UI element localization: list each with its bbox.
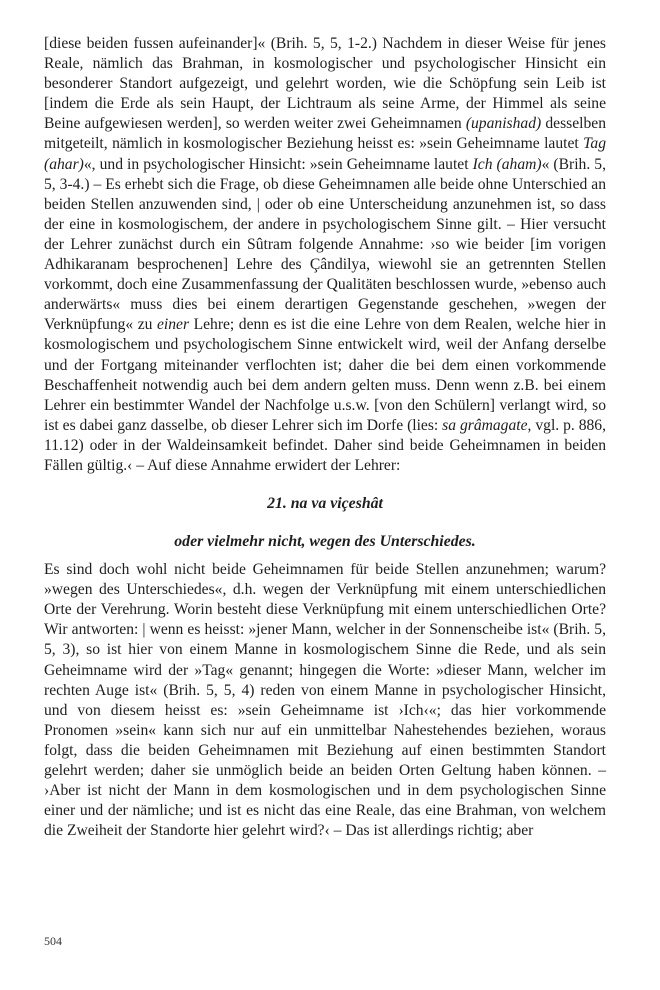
text-run: «, und in psychologischer Hinsicht: »sein Geheimname lautet — [83, 155, 473, 173]
paragraph-commentary-2 — [44, 560, 606, 841]
sutra-translation: oder vielmehr nicht, wegen des Unterschiedes. — [174, 533, 476, 551]
page-body — [44, 34, 606, 841]
paragraph-commentary-1 — [44, 34, 606, 476]
text-run: Es sind doch wohl nicht beide Geheimnamen für beide Stellen anzunehmen; warum? »wegen des Unterschiedes«, d.h. wegen der Verknüpfung mit einem unterschiedlichen Orte der Verehrung. Worin besteht diese Verknüpfung mit einem unterschiedlichen Orte? Wir antworten: | wenn es heisst: »jener Mann, welcher in der Sonnenscheibe ist« (Brih. 5, 5, 3), so ist hier von einem Manne in kosmologischem Sinne die Rede, und als sein Geheimname wird der »Tag« genannt; hingegen die Worte: »dieser Mann, welcher im rechten Auge ist« (Brih. 5, 5, 4) reden von einem Manne in psychologischer Hinsicht, und von diesem heisst es: »sein Geheimname ist ›Ich‹«; das hier vorkommende Pronomen »sein« kann sich nur auf ein unmittelbar Nahestehendes beziehen, woraus folgt, dass die beiden Geheimnamen mit Beziehung auf einen bestimmten Standort gelehrt werden; daher sie unmöglich beide an beiden Orten Geltung haben können. – ›Aber ist nicht der Mann in dem kosmologischen und in dem psychologischen Sinne einer und der nämliche; und ist es nicht das eine Reale, das eine Brahman, von welchem die Zweiheit der Standorte hier gelehrt wird?‹ – Das ist allerdings richtig; aber — [44, 561, 606, 840]
text-run: [diese beiden fussen aufeinander]« (Brih. 5, 5, 1-2.) Nachdem in dieser Weise für jenes Reale, nämlich das Brahman, in kosmologischer und psychologischer Hinsicht ein besonderer Standort aufgezeigt, und gelehrt worden, wie die Schöpfung sein Leib ist [indem die Erde als sein Haupt, der Lichtraum als seine Arme, der Himmel als seine Beine aufgewiesen werden], so werden weiter zwei Geheimnamen — [44, 35, 606, 133]
text-run: desselben mitgeteilt, nämlich in kosmologischer Beziehung heisst es: »sein Geheimname lautet — [44, 115, 606, 153]
sutra-heading: 21. na va viçeshât — [267, 495, 383, 513]
page-number: 504 — [44, 934, 62, 948]
text-run: « (Brih. 5, 5, 3-4.) – Es erhebt sich die Frage, ob diese Geheimnamen alle beide ohne Unterschied an beiden Stellen anzuwenden sind, | oder ob eine Unterscheidung anzunehmen ist, so dass der eine in kosmologischem, der andere in psychologischem Sinne gilt. – Hier versucht der Lehrer zunächst durch ein Sûtram folgende Annahme: ›so wie beider [im vorigen Adhikaranam besprochenen] Lehre des Çândilya, wiewohl sie an getrennten Stellen vorkommt, doch eine Zusammenfassung der Qualitäten beschlossen wurde, »ebenso auch anderwärts« muss dies bei einem derartigen Gegenstande geschehen, »wegen der Verknüpfung« zu — [44, 155, 606, 334]
italic-term: sa grâmagate — [442, 416, 528, 434]
text-run: , vgl. p. 886, 11.12) oder in der Waldeinsamkeit befindet. Daher sind beide Geheimnamen in beiden Fällen gültig.‹ – Auf diese Annahme erwidert der Lehrer: — [44, 416, 606, 474]
italic-term: einer — [157, 316, 190, 334]
italic-term: (upanishad) — [465, 115, 542, 133]
text-run: Lehre; denn es ist die eine Lehre von dem Realen, welche hier in kosmologischem und psychologischem Sinne entwickelt wird, weil der Anfang derselbe und der Fortgang miteinander verflochten ist; daher die bei dem einen vorkommende Beschaffenheit notwendig auch bei dem andern gelten muss. Denn wenn z.B. bei einem Lehrer ein bestimmter Wandel der Nachfolge u.s.w. [von den Schülern] verlangt wird, so ist es dabei ganz dasselbe, ob dieser Lehrer sich im Dorfe (lies: — [44, 316, 606, 434]
italic-term: Tag (ahar) — [44, 135, 606, 173]
italic-term: Ich (aham) — [472, 155, 542, 173]
